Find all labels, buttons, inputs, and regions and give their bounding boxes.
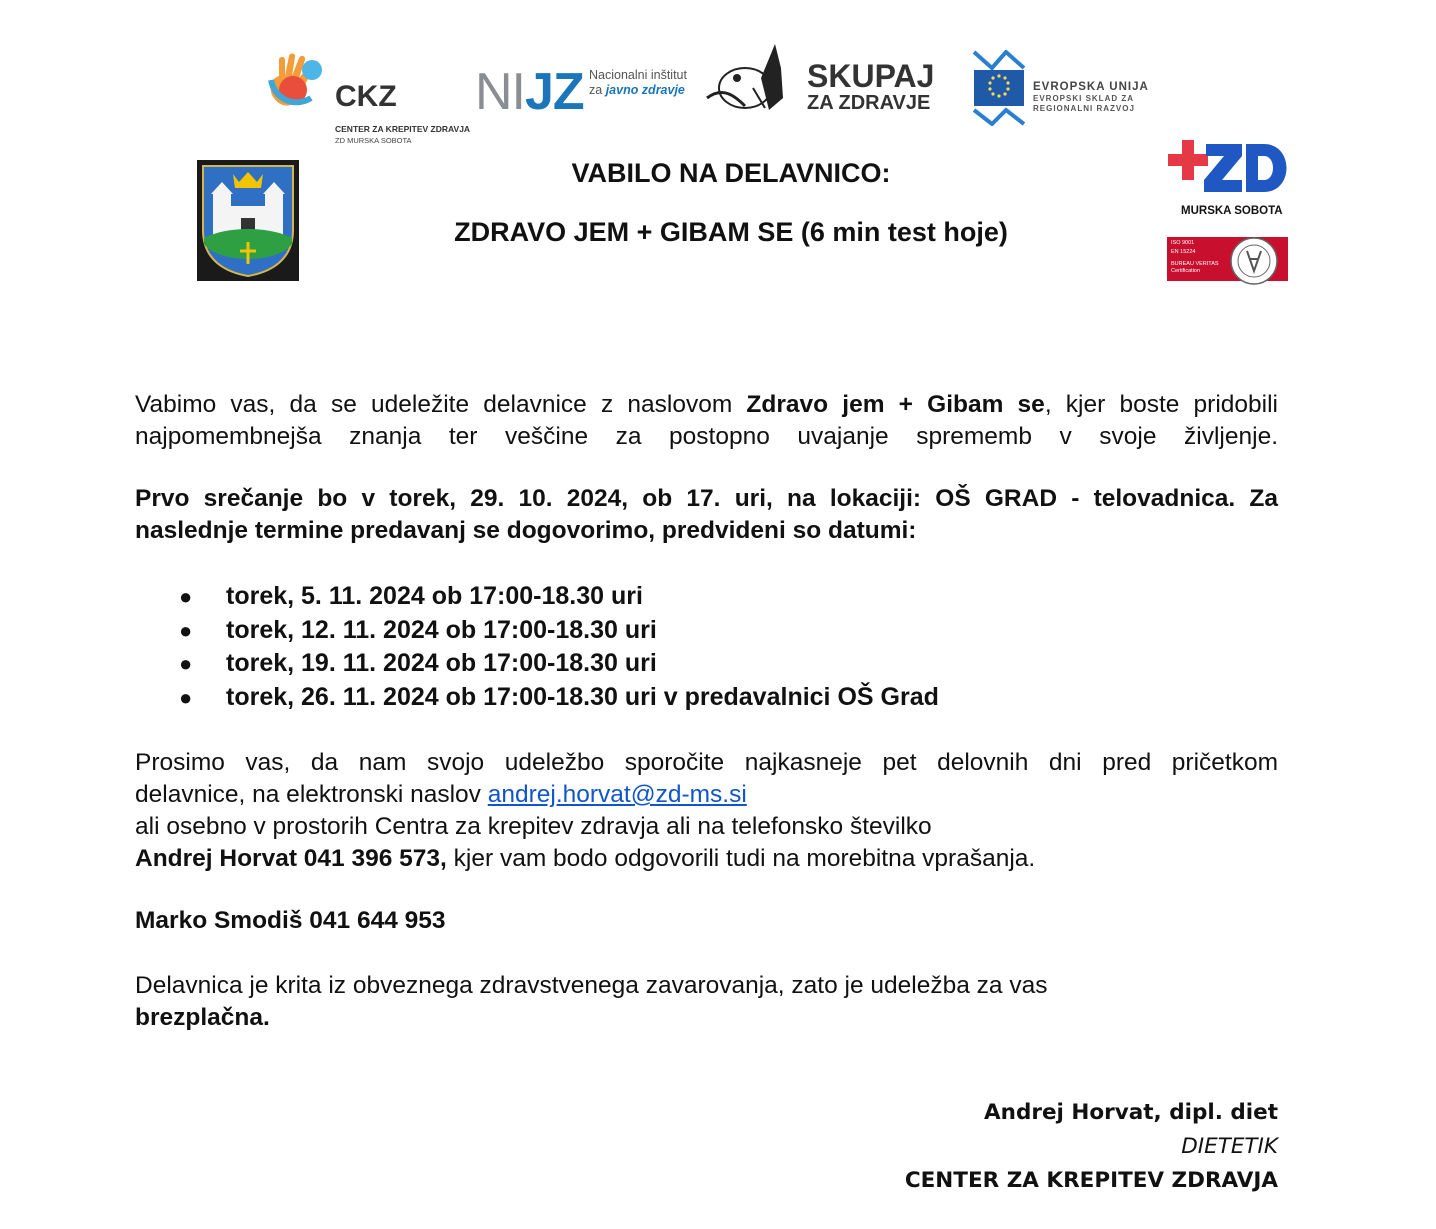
zd-caption: MURSKA SOBOTA bbox=[1181, 205, 1283, 217]
page-title: VABILO NA DELAVNICO: bbox=[571, 158, 891, 188]
contact-paragraph bbox=[135, 747, 1278, 875]
bv-l2: EN 15224 bbox=[1171, 249, 1196, 255]
eu-line2: EVROPSKI SKLAD ZA bbox=[1033, 94, 1135, 103]
first-meeting-line2: naslednje termine predavanj se dogovorimo, predvideni so datumi: bbox=[135, 517, 917, 544]
bullet-icon: ● bbox=[179, 651, 193, 676]
nijz-line2-prefix: za bbox=[589, 83, 603, 97]
free-line1: Delavnica je krita iz obveznega zdravstvenega zavarovanja, zato je udeležba za vas bbox=[135, 972, 1048, 999]
contact-line4 bbox=[135, 843, 1278, 875]
ckz-sub: ZD MURSKA SOBOTA bbox=[335, 136, 412, 145]
free-line2 bbox=[135, 1002, 1278, 1034]
bullet-icon: ● bbox=[179, 617, 193, 643]
dates-list bbox=[135, 580, 939, 714]
date-text: torek, 26. 11. 2024 ob 17:00-18.30 uri v predavalnici OŠ Grad bbox=[226, 682, 939, 711]
nijz-line1: Nacionalni inštitut bbox=[589, 68, 687, 82]
date-text: torek, 12. 11. 2024 ob 17:00-18.30 uri bbox=[226, 615, 657, 644]
ckz-full: CENTER ZA KREPITEV ZDRAVJA bbox=[335, 124, 471, 134]
nijz-mark-text: NI bbox=[475, 63, 525, 121]
intro-line1 bbox=[135, 389, 1278, 421]
first-meeting-line1: Prvo srečanje bo v torek, 29. 10. 2024, ob 17. uri, na lokaciji: OŠ GRAD - telovadnica. Za bbox=[135, 485, 1278, 512]
bv-l3: BUREAU VERITAS bbox=[1171, 261, 1219, 267]
list-item bbox=[135, 614, 939, 648]
contact-phone-secondary: Marko Smodiš 041 644 953 bbox=[135, 907, 446, 934]
nijz-line2 bbox=[589, 83, 685, 97]
nijz-mark-accent: JZ bbox=[525, 63, 584, 121]
nijz-logo bbox=[475, 60, 690, 130]
list-item bbox=[135, 580, 939, 614]
ckz-short: CKZ bbox=[335, 80, 397, 113]
skupaj-line2: ZA ZDRAVJE bbox=[807, 92, 931, 114]
page-subtitle: ZDRAVO JEM + GIBAM SE (6 min test hoje) bbox=[454, 217, 1008, 247]
ckz-hand-icon bbox=[265, 50, 335, 120]
signature-org: CENTER ZA KREPITEV ZDRAVJA bbox=[904, 1168, 1278, 1193]
date-text: torek, 5. 11. 2024 ob 17:00-18.30 uri bbox=[226, 582, 643, 610]
eu-line1: EVROPSKA UNIJA bbox=[1033, 81, 1149, 93]
eu-flag-icon bbox=[972, 50, 1026, 126]
bird-icon bbox=[705, 38, 795, 118]
workshop-name: Zdravo jem + Gibam se bbox=[746, 391, 1045, 418]
nijz-line2-rest: javno zdravje bbox=[605, 83, 685, 97]
first-meeting-paragraph bbox=[135, 483, 1278, 547]
skupaj-logo bbox=[705, 38, 935, 118]
signature-name: Andrej Horvat, dipl. diet bbox=[984, 1100, 1278, 1125]
bv-l1: ISO 9001 bbox=[1171, 240, 1195, 246]
contact-line3: ali osebno v prostorih Centra za krepitev zdravja ali na telefonsko številko bbox=[135, 813, 932, 840]
intro-paragraph bbox=[135, 389, 1278, 453]
ckz-logo bbox=[265, 50, 471, 150]
contact-line1: Prosimo vas, da nam svojo udeležbo sporočite najkasneje pet delovnih dni pred pričetkom bbox=[135, 749, 1278, 776]
skupaj-line1: SKUPAJ bbox=[807, 58, 935, 94]
contact-line2 bbox=[135, 779, 1278, 811]
email-link[interactable]: andrej.horvat@zd-ms.si bbox=[487, 781, 747, 808]
list-item bbox=[135, 681, 939, 715]
intro-after: , kjer boste pridobili bbox=[1044, 391, 1278, 418]
eu-logo bbox=[972, 50, 1152, 126]
bv-l4: Certification bbox=[1171, 268, 1201, 274]
eu-line3: REGIONALNI RAZVOJ bbox=[1033, 104, 1135, 113]
signature-role: DIETETIK bbox=[1181, 1134, 1278, 1159]
free-bold: brezplačna. bbox=[135, 1004, 270, 1031]
free-notice bbox=[135, 970, 1278, 1034]
intro-before: Vabimo vas, da se udeležite delavnice z naslovom bbox=[135, 391, 747, 418]
contact-phone-primary: Andrej Horvat 041 396 573, bbox=[135, 845, 447, 872]
contact-line2-prefix: delavnice, na elektronski naslov bbox=[135, 781, 488, 808]
bullet-icon: ● bbox=[179, 584, 193, 609]
list-item bbox=[135, 647, 939, 681]
bullet-icon: ● bbox=[179, 684, 193, 710]
contact-line4-rest: kjer vam bodo odgovorili tudi na morebitna vprašanja. bbox=[446, 845, 1036, 872]
nijz-mark bbox=[475, 62, 584, 122]
date-text: torek, 19. 11. 2024 ob 17:00-18.30 uri bbox=[226, 649, 657, 677]
intro-line2: najpomembnejša znanja ter veščine za postopno uvajanje sprememb v svoje življenje. bbox=[135, 423, 1278, 450]
